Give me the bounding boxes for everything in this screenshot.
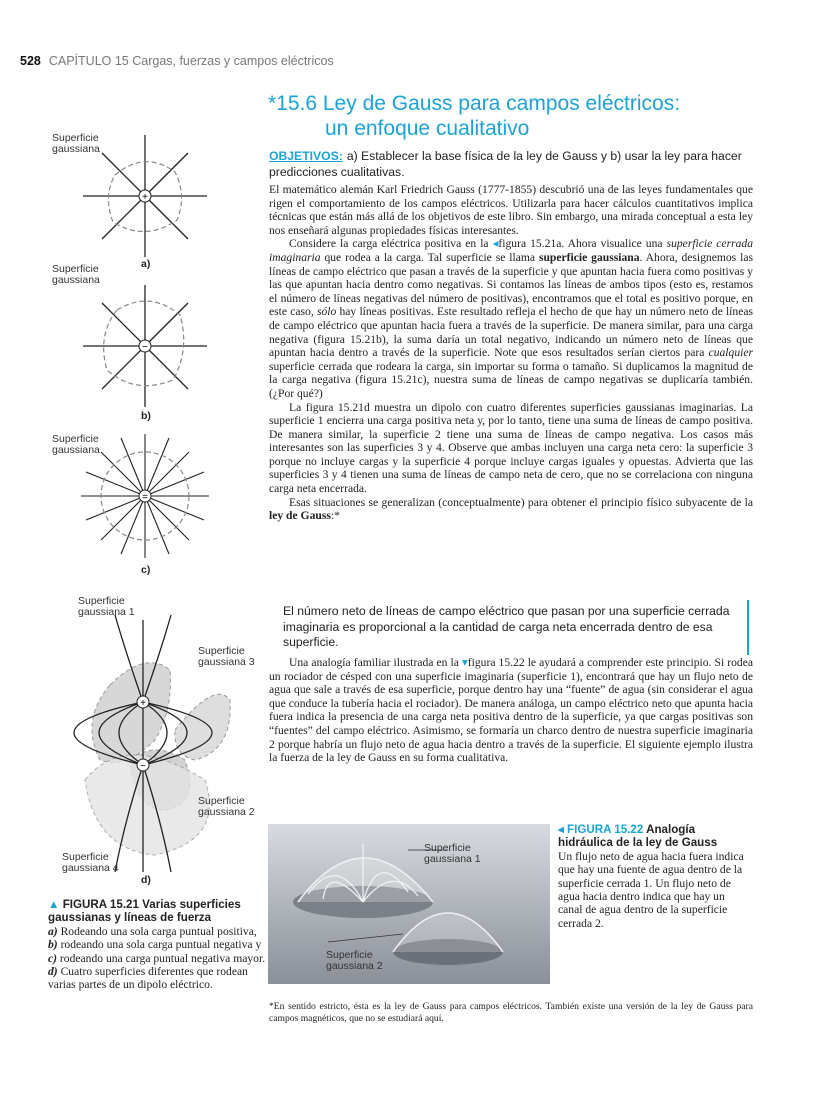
running-header — [20, 54, 334, 68]
gauss-law-statement: El número neto de líneas de campo eléctrico que pasan por una superficie cerrada imaginaria es proporcional a la cantidad de carga neta encerrada dentro de esa superficie. — [269, 600, 749, 655]
left-triangle-icon: ◂ — [558, 823, 568, 836]
paragraph-1: El matemático alemán Karl Friedrich Gauss (1777-1855) descubrió una de las leyes fundamentales que rigen el comportamiento de los campos eléctricos. Utilizarla para hacer cálculos cuantitativos implica técnicas que están más allá de los objetivos de este libro. Sin embargo, una mirada conceptual a esta ley nos enseñará algunas propiedades físicas interesantes. — [269, 183, 753, 237]
figure-15-22-image — [268, 824, 550, 984]
fig21a-label: Superficie gaussiana — [52, 132, 100, 155]
fig21c-label: Superficie gaussiana — [52, 433, 100, 456]
fig21d-label-2: Superficie gaussiana 2 — [198, 795, 255, 818]
double-minus-charge: = — [142, 492, 148, 503]
paragraph-4: Esas situaciones se generalizan (conceptualmente) para obtener el principio físico subyacente de la ley de Gauss:* — [269, 495, 753, 523]
plus-charge: + — [142, 192, 148, 203]
figure-15-22-caption: ◂ FIGURA 15.22 Analogía hidráulica de la ley de Gauss Un flujo neto de agua hacia fuera indica que hay una fuente de agua dentro de la superficie cerrada 1. Un flujo neto de agua hacia dentro indica que hay un canal de agua dentro de la superficie cerrada 2. — [558, 823, 744, 930]
up-triangle-icon: ▲ — [48, 898, 63, 911]
body-text — [269, 183, 753, 523]
section-title-line2: un enfoque cualitativo — [325, 117, 530, 140]
page-number: 528 — [20, 54, 41, 68]
minus-charge: − — [142, 342, 148, 353]
fig21d-label-3: Superficie gaussiana 3 — [198, 645, 255, 668]
fig21-sub-d: d) — [141, 874, 151, 886]
figure-ref-icon: ▾ — [461, 656, 468, 669]
fig21b-label: Superficie gaussiana — [52, 263, 100, 286]
dipole-minus-charge: − — [140, 761, 146, 772]
section-title — [268, 91, 788, 141]
figure-15-21-caption: ▲ FIGURA 15.21 Varias superficies gaussianas y líneas de fuerza a) Rodeando una sola carga puntual positiva, b) rodeando una sola carga puntual negativa y c) rodeando una carga puntual negativa mayor. d) Cuatro superficies diferentes que rodean varias partes de un dipolo eléctrico. — [48, 898, 266, 992]
fig22-label-2: Superficie gaussiana 2 — [326, 949, 383, 972]
section-title-line1: *15.6 Ley de Gauss para campos eléctricos: — [268, 92, 681, 115]
figure-ref-link[interactable]: figura 15.22 — [467, 656, 525, 669]
fig21d-label-1: Superficie gaussiana 1 — [78, 595, 135, 618]
objectives — [269, 148, 754, 180]
paragraph-2: Considere la carga eléctrica positiva en la ◂figura 15.21a. Ahora visualice una superficie cerrada imaginaria que rodea a la carga. Tal superficie se llama superficie gaussiana. Ahora, designemos las líneas de campo eléctrico que pasan a través de la superficie y que apuntan hacia fuera como positivas y las que apuntan hacia dentro como negativas. Si contamos las líneas de ambos tipos (esto es, restamos el número de líneas negativas del número de positivas), encontramos que el total es positivo porque, en este caso, sólo hay líneas positivas. Este resultado refleja el hecho de que hay un número neto de líneas de campo eléctrico que apuntan hacia fuera a través de la superficie. De manera similar, para una carga negativa (figura 15.21b), la suma daría un total negativo, indicando un número neto de líneas que apuntan hacia dentro a través de la superficie. Note que esos resultados serían ciertos para cualquier superficie cerrada que rodeara la carga, sin importar su forma o tamaño. Si duplicamos la magnitud de la carga negativa (figura 15.21c), nuestra suma de líneas de campo negativas se duplicaría también. (¿Por qué?) — [269, 237, 754, 400]
objectives-text: a) Establecer la base física de la ley de Gauss y b) usar la ley para hacer predicciones cualitativas. — [269, 149, 742, 179]
dipole-plus-charge: + — [140, 698, 146, 709]
paragraph-3: La figura 15.21d muestra un dipolo con cuatro diferentes superficies gaussianas imaginarias. La superficie 1 encierra una carga positiva neta y, por lo tanto, tiene una suma de líneas de campo positiva. De manera similar, la superficie 2 tiene una suma de líneas de campo negativa. Los casos más interesantes son las superficies 3 y 4. Observe que ambas incluyen una carga neta cero: la superficie 3 porque no incluye cargas y la superficie 4 porque incluye cargas iguales y opuestas. Advierta que las superficies 3 y 4 tienen una suma de líneas de campo neta de cero, que no se correlaciona con ninguna carga neta encerrada. — [269, 400, 753, 496]
objectives-label: OBJETIVOS: — [269, 149, 343, 163]
fig21-sub-a: a) — [141, 258, 151, 270]
fig22-label-1: Superficie gaussiana 1 — [424, 842, 481, 865]
fig21-sub-b: b) — [141, 410, 151, 422]
chapter-title: CAPÍTULO 15 Cargas, fuerzas y campos eléctricos — [48, 54, 334, 68]
paragraph-5: Una analogía familiar ilustrada en la ▾figura 15.22 le ayudará a comprender este principio. Si rodea un rociador de césped con una superficie imaginaria (superficie 1), encontrará que hay un flujo neto de agua que sale a través de esa superficie, porque dentro hay una “fuente” de agua (sin considerar el agua que conduce la tubería hacia el rociador). De manera análoga, un campo eléctrico neto que apunta hacia fuera indica la presencia de una carga neta positiva dentro de la superficie, ya que cargas positivas son “fuentes” del campo eléctrico. Asimismo, se formaría un charco dentro de nuestra superficie imaginaria 2 porque habría un flujo neto de agua hacia dentro a través de la superficie. El siguiente ejemplo ilustra la fuerza de la ley de Gauss en su forma cualitativa. — [269, 656, 753, 765]
figure-ref-icon: ◂ — [492, 237, 499, 251]
figure-15-21b-diagram — [75, 280, 215, 412]
figure-ref-link[interactable]: figura 15.21a — [498, 237, 562, 251]
footnote: *En sentido estricto, ésta es la ley de Gauss para campos eléctricos. También existe una versión de la ley de Gauss para campos magnéticos, que no se estudiará aquí. — [269, 1001, 753, 1024]
fig21d-label-4: Superficie gaussiana 4 — [62, 851, 119, 874]
fig21-sub-c: c) — [141, 564, 151, 576]
body-text-2 — [269, 656, 753, 765]
